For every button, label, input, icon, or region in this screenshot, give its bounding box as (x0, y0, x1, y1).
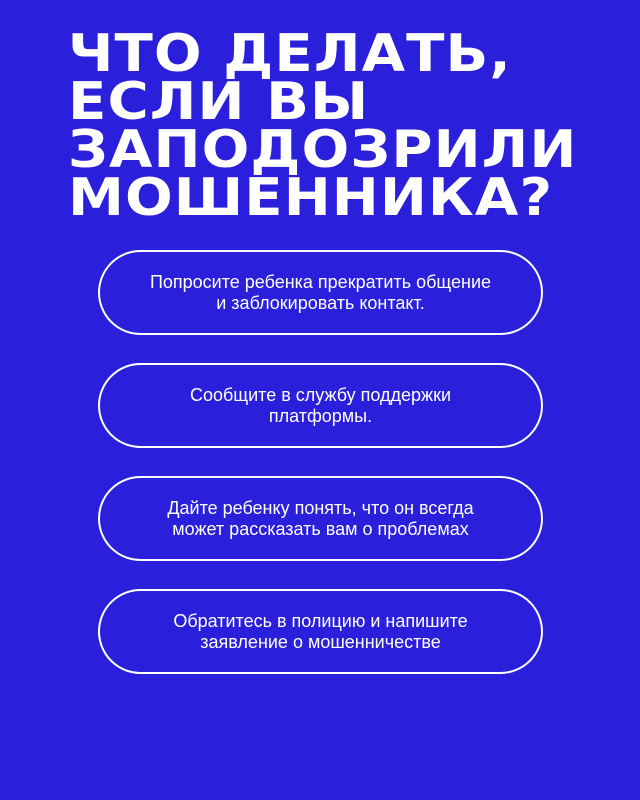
advice-card-text (150, 272, 491, 314)
advice-line: Обратитесь в полицию и напишите (173, 610, 468, 631)
advice-card-talk-to-child (98, 476, 543, 561)
title-line: МОШЕННИКА? (68, 168, 554, 228)
advice-line: платформы. (268, 405, 373, 426)
advice-line: Сообщите в службу поддержки (189, 384, 452, 405)
advice-card-report-platform (98, 363, 543, 448)
advice-card-block-contact (98, 250, 543, 335)
page-title (68, 24, 640, 228)
advice-line: заявление о мошенничестве (200, 631, 441, 652)
title-line: ЕСЛИ ВЫ (68, 72, 370, 132)
title-line: ЧТО ДЕЛАТЬ, (68, 24, 512, 84)
advice-line: Дайте ребенку понять, что он всегда (167, 497, 474, 518)
advice-card-text (167, 498, 473, 540)
advice-line: Попросите ребенка прекратить общение (149, 271, 492, 292)
advice-card-text (173, 611, 467, 653)
advice-card-contact-police (98, 589, 543, 674)
title-line: ЗАПОДОЗРИЛИ (68, 120, 578, 180)
advice-line: и заблокировать контакт. (216, 292, 425, 313)
advice-list (98, 250, 543, 674)
advice-card-text (190, 385, 451, 427)
advice-line: может рассказать вам о проблемах (172, 518, 469, 539)
